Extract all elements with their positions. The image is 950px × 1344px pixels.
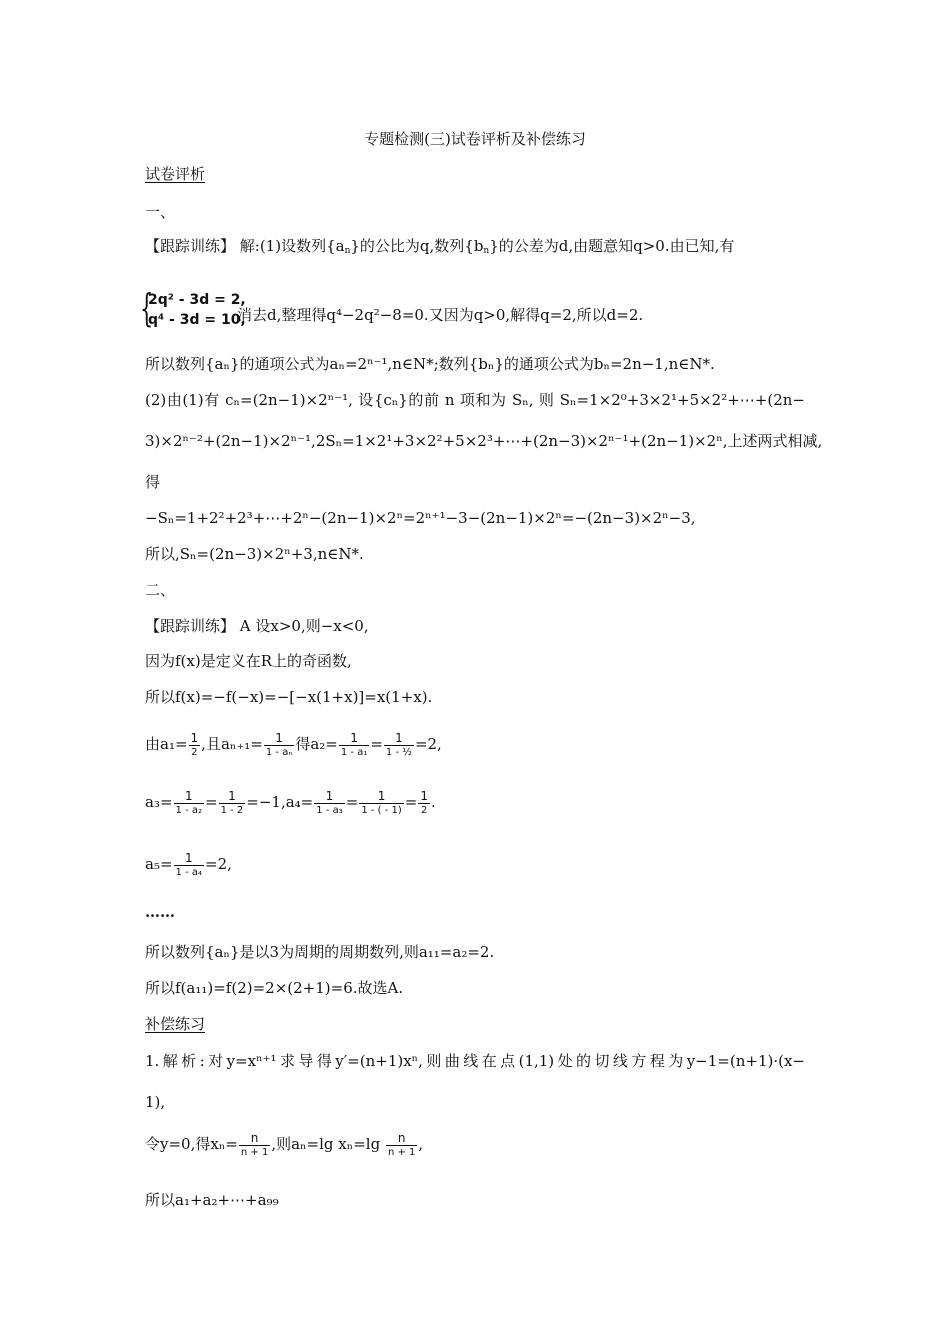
fraction: $\frac{1}{1 - 2}$ [220,789,244,816]
text-run: , [418,1135,424,1153]
equation-line: q⁴ - 3d = 10, [148,312,246,328]
paragraph-line: 所以,Sₙ=(2n−3)×2ⁿ+3,n∈N*. [145,545,364,563]
section-heading-practice: 补偿练习 [145,1015,206,1033]
paragraph-line: 所以f(x)=−f(−x)=−[−x(1+x)]=x(1+x). [145,688,433,706]
fraction: $\frac{1}{\text{1 - aₙ}}$ [265,731,293,758]
fraction: $\frac{n}{n + 1}$ [387,1131,416,1158]
part-two-label: 二、 [145,581,176,599]
paragraph-line: 3)×2ⁿ⁻²+(2n−1)×2ⁿ⁻¹,2Sₙ=1×2¹+3×2²+5×2³+⋯+(2n−3)×2ⁿ⁻¹+(2n−1)×2ⁿ,上述两式相减, [145,432,823,450]
paragraph-line: 所以数列{aₙ}是以3为周期的周期数列,则a₁₁=a₂=2. [145,943,495,961]
equation-line: 2q² - 3d = 2, [148,292,246,308]
text-run: }的公差为d,由题意知q>0.由已知,有 [489,237,735,255]
paragraph-line: 1), [145,1093,166,1111]
fraction: $\frac{1}{\text{1 - ½}}$ [385,731,412,758]
text-run: ,则aₙ=lg xₙ=lg [271,1135,385,1153]
paragraph-line: (2)由(1)有 cₙ=(2n−1)×2ⁿ⁻¹, 设{cₙ}的前 n 项和为 Sₙ, 则 Sₙ=1×2⁰+3×2¹+5×2²+⋯+(2n− [145,391,805,409]
formula-line: a₃= $\frac{1}{\text{1 - a₂}}$ = $\frac{1}{1 - 2}$ =−1,a₄= $\frac{1}{\text{1 - a₃}}$ = $\frac{1}{1 - ( - 1)}$ = $\frac{1}{2}$ . [145,789,436,816]
paragraph-line: −Sₙ=1+2²+2³+⋯+2ⁿ−(2n−1)×2ⁿ=2ⁿ⁺¹−3−(2n−1)×2ⁿ=−(2n−3)×2ⁿ−3, [145,509,696,527]
text-run: =2, [205,855,232,873]
text-run: a₅= [145,855,173,873]
fraction: $\frac{1}{1 - ( - 1)}$ [361,789,402,816]
text-run: a₃= [145,793,173,811]
text-run: =−1,a₄= [246,793,314,811]
text-run: 由a₁= [145,735,188,753]
page-title: 专题检测(三)试卷评析及补偿练习 [364,130,586,148]
section-heading-review: 试卷评析 [145,165,206,183]
text-run: . [431,793,436,811]
paragraph-line: 所以f(a₁₁)=f(2)=2×(2+1)=6.故选A. [145,979,404,997]
text-run: }的公比为q,数列{b [350,237,484,255]
fraction: $\frac{1}{2}$ [420,789,428,816]
paragraph-line: 所以a₁+a₂+⋯+a₉₉ [145,1191,279,1209]
paragraph-text: 消去d,整理得q⁴−2q²−8=0.又因为q>0,解得q=2,所以d=2. [237,306,644,324]
paragraph-line: 得 [145,473,161,491]
formula-line [145,852,232,878]
fraction: $\frac{n}{n + 1}$ [240,1131,269,1158]
fraction: $\frac{1}{\text{1 - a₁}}$ [340,731,368,758]
text-run: 【跟踪训练】 解:(1)设数列{a [145,237,345,255]
paragraph-line: 所以数列{aₙ}的通项公式为aₙ=2ⁿ⁻¹,n∈N*;数列{bₙ}的通项公式为bₙ=2n−1,n∈N*. [145,355,715,373]
fraction: $\frac{1}{\text{1 - a₂}}$ [175,789,202,816]
text-run: 令y=0,得xₙ= [145,1135,238,1153]
fraction: $\frac{1}{2}$ [190,731,199,758]
part-one-label: 一、 [145,203,176,221]
text-run: 得a₂= [295,735,338,753]
text-run: ,且aₙ₊₁= [201,735,263,753]
paragraph-line: 【跟踪训练】 A 设x>0,则−x<0, [145,617,369,635]
brace-symbol: { [140,286,154,330]
formula-line [145,1132,423,1158]
fraction: $\frac{1}{\text{1 - a₄}}$ [175,851,202,878]
ellipsis: …… [145,903,175,921]
text-run: =2, [414,735,442,753]
paragraph-line: 因为f(x)是定义在R上的奇函数, [145,652,352,670]
paragraph-line: 1.解析:对y=xⁿ⁺¹求导得y′=(n+1)xⁿ,则曲线在点(1,1)处的切线方程为y−1=(n+1)·(x− [145,1052,805,1070]
formula-line: 由a₁= $\frac{1}{2}$ ,且aₙ₊₁= $\frac{1}{\text{1 - aₙ}}$ 得a₂= $\frac{1}{\text{1 - a₁}}$ = $\frac{1}{\text{1 - ½}}$ =2, [145,731,442,758]
fraction: $\frac{1}{\text{1 - a₃}}$ [316,789,343,816]
paragraph-line: 【跟踪训练】 解:(1)设数列$\{a_n\}$的公比为q,数列$\{b_n\}$的公差为d,由题意知q>0.由已知,有 [145,237,735,256]
